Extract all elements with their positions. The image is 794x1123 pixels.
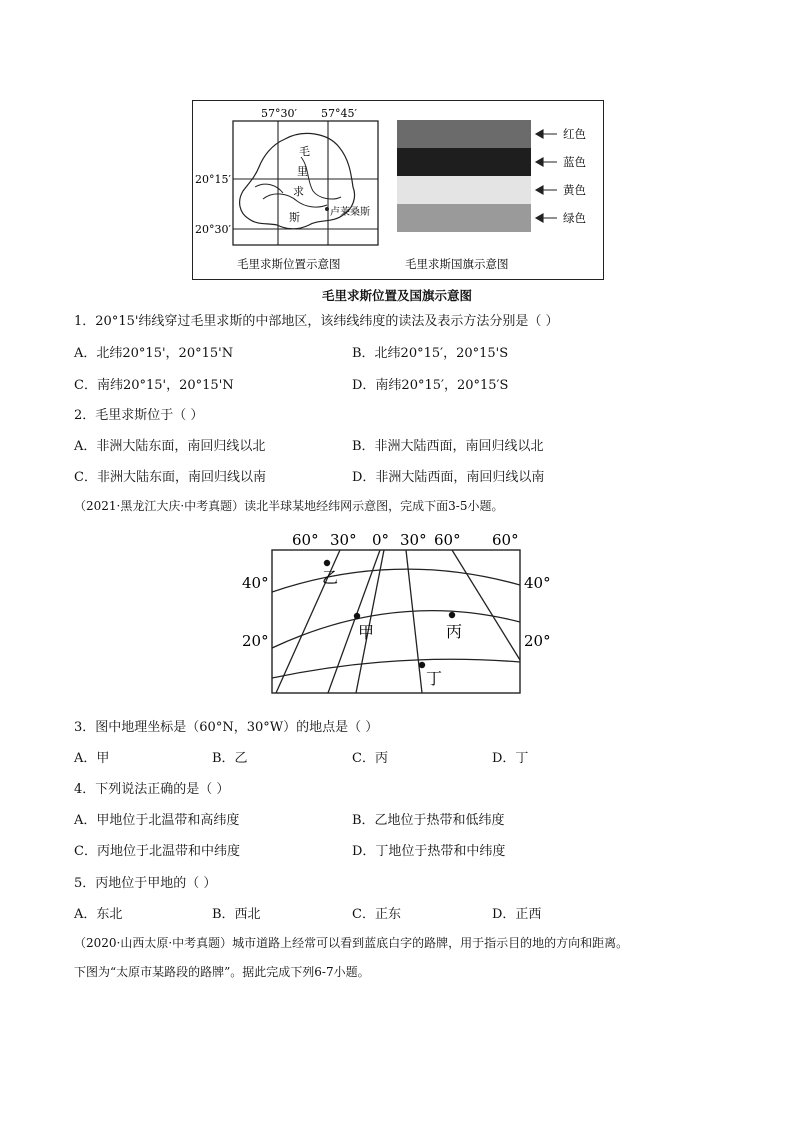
- point-bing: [449, 612, 455, 618]
- question-3-stem: 3．图中地理坐标是（60°N，30°W）的地点是（ ）: [74, 720, 379, 735]
- lon-label-1: 57°30′: [261, 107, 297, 120]
- top-label-30w: 30°: [330, 531, 357, 549]
- point-yi: [324, 560, 330, 566]
- question-1-stem: 1．20°15'纬线穿过毛里求斯的中部地区，该纬线纬度的读法及表示方法分别是（ ）: [74, 314, 559, 329]
- left-label-40: 40°: [242, 574, 269, 592]
- label-ding: 丁: [426, 669, 443, 688]
- question-4-option-d: D．丁地位于热带和中纬度: [352, 844, 506, 859]
- flag-stripe-blue: [397, 148, 531, 176]
- label-yi: 乙: [322, 568, 339, 587]
- map-char-3: 求: [293, 185, 304, 198]
- question-3-option-c: C．丙: [352, 751, 388, 766]
- figure-mauritius-svg: [193, 101, 603, 279]
- flag-stripe-yellow: [397, 176, 531, 204]
- question-4-option-c: C．丙地位于北温带和中纬度: [74, 844, 240, 859]
- question-3-option-d: D．丁: [492, 751, 529, 766]
- right-label-40: 40°: [524, 574, 551, 592]
- label-jia: 甲: [358, 623, 375, 642]
- right-label-20: 20°: [524, 632, 551, 650]
- intro-q3-5: （2021·黑龙江大庆·中考真题）读北半球某地经纬网示意图，完成下面3-5小题。: [74, 499, 504, 513]
- lon-label-2: 57°45′: [321, 107, 357, 120]
- question-1-option-c: C．南纬20°15'，20°15'N: [74, 378, 234, 393]
- map-char-2: 里: [297, 165, 308, 178]
- question-5-option-c: C．正东: [352, 907, 401, 922]
- top-label-30e: 30°: [400, 531, 427, 549]
- flag-caption: 毛里求斯国旗示意图: [405, 257, 509, 271]
- intro-q6-7-line1: （2020·山西太原·中考真题）城市道路上经常可以看到蓝底白字的路牌，用于指示目的地的方向和距离。: [74, 936, 629, 950]
- point-jia: [354, 613, 360, 619]
- question-1-option-a: A．北纬20°15'，20°15'N: [74, 346, 234, 361]
- figure1-title: 毛里求斯位置及国旗示意图: [321, 288, 472, 303]
- lat-label-2: 20°30′: [195, 223, 231, 236]
- map-caption: 毛里求斯位置示意图: [237, 257, 341, 271]
- question-2-stem: 2．毛里求斯位于（ ）: [74, 408, 204, 423]
- flag-stripe-green: [397, 204, 531, 232]
- question-4-stem: 4．下列说法正确的是（ ）: [74, 782, 230, 797]
- intro-q6-7-line2: 下图为“太原市某路段的路牌”。据此完成下列6-7小题。: [74, 965, 370, 979]
- question-1-option-d: D．南纬20°15′，20°15′S: [352, 378, 509, 393]
- flag-label-blue: 蓝色: [563, 155, 586, 169]
- figure-graticule: [236, 530, 556, 698]
- question-2-option-c: C．非洲大陆东面，南回归线以南: [74, 470, 266, 485]
- flag-stripe-red: [397, 120, 531, 148]
- left-label-20: 20°: [242, 632, 269, 650]
- map-char-1: 毛: [299, 145, 310, 158]
- label-bing: 丙: [446, 622, 463, 641]
- flag-label-red: 红色: [563, 127, 586, 141]
- top-label-60w: 60°: [292, 531, 319, 549]
- question-5-option-a: A．东北: [74, 907, 123, 922]
- question-5-option-b: B．西北: [212, 907, 261, 922]
- question-2-option-d: D．非洲大陆西面，南回归线以南: [352, 470, 545, 485]
- question-1-option-b: B．北纬20°15′，20°15'S: [352, 346, 509, 361]
- map-char-4: 斯: [289, 211, 300, 224]
- question-2-option-b: B．非洲大陆西面，南回归线以北: [352, 439, 544, 454]
- top-label-0: 0°: [372, 531, 390, 549]
- question-4-option-a: A．甲地位于北温带和高纬度: [74, 813, 240, 828]
- question-3-option-a: A．甲: [74, 751, 110, 766]
- question-4-option-b: B．乙地位于热带和低纬度: [352, 813, 505, 828]
- question-2-option-a: A．非洲大陆东面，南回归线以北: [74, 439, 266, 454]
- question-5-option-d: D．正西: [492, 907, 542, 922]
- question-5-stem: 5．丙地位于甲地的（ ）: [74, 876, 217, 891]
- lat-label-1: 20°15′: [195, 173, 231, 186]
- top-label-60e: 60°: [434, 531, 461, 549]
- map-city-label: 卢莱桑斯: [330, 207, 370, 218]
- point-ding: [419, 662, 425, 668]
- flag-label-green: 绿色: [563, 211, 586, 225]
- flag-label-yellow: 黄色: [563, 183, 586, 197]
- top-label-60-right: 60°: [492, 531, 519, 549]
- figure-mauritius: [192, 100, 604, 280]
- question-3-option-b: B．乙: [212, 751, 248, 766]
